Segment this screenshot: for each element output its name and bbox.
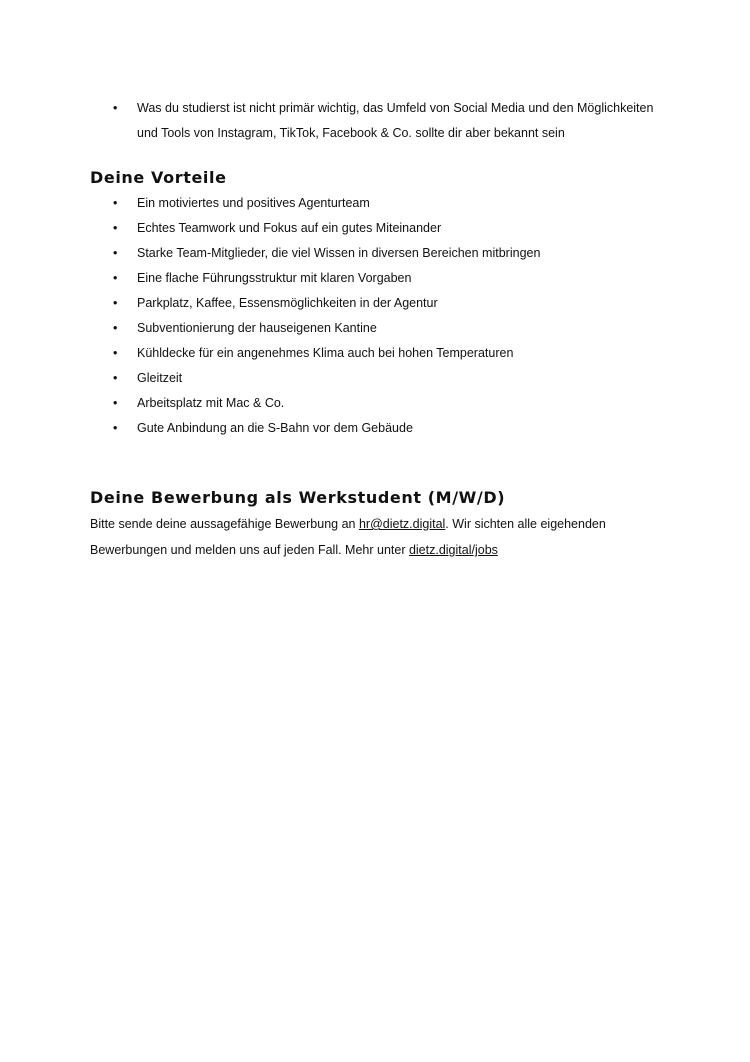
bullet-icon: •: [113, 196, 118, 210]
list-item-text: Parkplatz, Kaffee, Essensmöglichkeiten in der Agentur: [137, 296, 438, 310]
paragraph-text: Bitte sende deine aussagefähige Bewerbung an: [90, 517, 359, 531]
bullet-icon: •: [113, 371, 118, 385]
section-heading-bewerbung: Deine Bewerbung als Werkstudent (M/W/D): [90, 488, 506, 507]
list-item: [90, 216, 670, 241]
bullet-icon: •: [113, 396, 118, 410]
list-item: [90, 391, 670, 416]
email-link[interactable]: hr@dietz.digital: [358, 517, 446, 531]
list-item: [90, 96, 670, 146]
list-item-text: Starke Team-Mitglieder, die viel Wissen in diversen Bereichen mitbringen: [137, 246, 541, 260]
jobs-link[interactable]: dietz.digital/jobs: [408, 543, 498, 557]
list-item-text: Echtes Teamwork und Fokus auf ein gutes Miteinander: [137, 221, 442, 235]
bullet-icon: •: [113, 271, 118, 285]
bullet-icon: •: [113, 296, 118, 310]
bullet-icon: •: [113, 246, 118, 260]
application-paragraph: [90, 511, 670, 563]
list-item: [90, 366, 670, 391]
list-item-text: Eine flache Führungsstruktur mit klaren Vorgaben: [137, 271, 412, 285]
list-item: [90, 291, 670, 316]
list-item: [90, 191, 670, 216]
list-item-text: Was du studierst ist nicht primär wichtig, das Umfeld von Social Media und den Möglichkeiten und Tools von Instagram, TikTok, Facebook & Co. sollte dir aber bekannt sein: [137, 101, 654, 140]
list-item-text: Kühldecke für ein angenehmes Klima auch bei hohen Temperaturen: [137, 346, 514, 360]
list-item-text: Ein motiviertes und positives Agenturteam: [137, 196, 370, 210]
list-item-text: Gute Anbindung an die S-Bahn vor dem Gebäude: [137, 421, 413, 435]
list-item-text: Arbeitsplatz mit Mac & Co.: [137, 396, 285, 410]
benefits-list: [90, 191, 670, 441]
bullet-icon: •: [113, 421, 118, 435]
list-item: [90, 266, 670, 291]
list-item: [90, 241, 670, 266]
bullet-icon: •: [113, 101, 118, 115]
requirements-list: [90, 96, 670, 146]
list-item-text: Subventionierung der hauseigenen Kantine: [137, 321, 377, 335]
list-item-text: Gleitzeit: [137, 371, 183, 385]
list-item: [90, 341, 670, 366]
bullet-icon: •: [113, 321, 118, 335]
list-item: [90, 316, 670, 341]
section-heading-vorteile: Deine Vorteile: [90, 168, 227, 187]
bullet-icon: •: [113, 221, 118, 235]
bullet-icon: •: [113, 346, 118, 360]
list-item: [90, 416, 670, 441]
paragraph-text: . Wir sichten alle eigehenden Bewerbungen und melden uns auf jeden Fall. Mehr unter: [90, 517, 606, 557]
